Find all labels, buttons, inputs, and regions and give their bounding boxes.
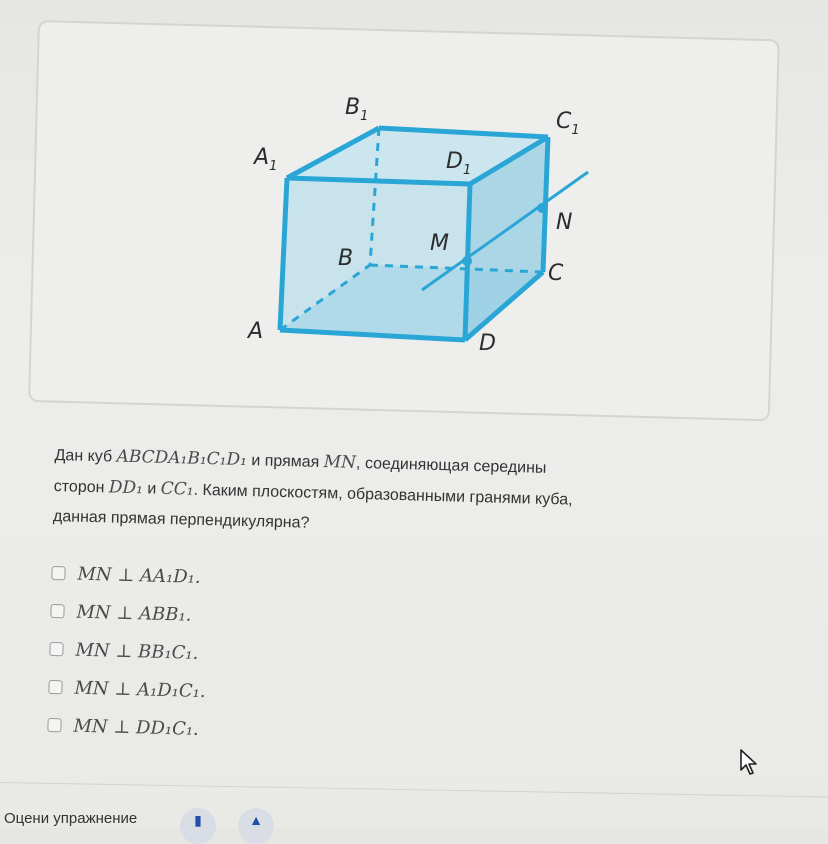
option-1-label: MN ⊥ AA₁D₁. (77, 563, 201, 588)
question-line-2: сторон DD₁ и CC₁. Каким плоскостям, образованными гранями куба, (53, 477, 573, 509)
label-n: N (556, 210, 573, 235)
cube-figure (0, 0, 828, 410)
option-3[interactable] (49, 630, 207, 672)
rate-button-1[interactable] (180, 808, 216, 844)
label-d1: $D_1$ (446, 149, 472, 178)
option-2-label: MN ⊥ ABB₁. (76, 601, 192, 626)
label-a1: $A_1$ (254, 145, 278, 174)
thumbs-down-icon: ▮ (194, 812, 202, 828)
option-1-checkbox[interactable] (51, 566, 65, 580)
option-2[interactable] (50, 592, 208, 634)
question-line-1: Дан куб ABCDA₁B₁C₁D₁ и прямая MN, соединяющая середины (54, 446, 547, 477)
option-5-checkbox[interactable] (47, 718, 61, 732)
question-text (53, 440, 755, 550)
label-a: A (248, 319, 264, 344)
footer-divider (0, 782, 828, 797)
option-1[interactable] (51, 554, 209, 596)
option-5[interactable] (47, 706, 205, 748)
rate-button-2[interactable] (238, 808, 274, 844)
label-b1: $B_1$ (345, 95, 369, 124)
label-c: C (548, 261, 564, 286)
thumbs-up-icon: ▲ (249, 812, 263, 828)
option-2-checkbox[interactable] (50, 604, 64, 618)
rate-exercise-label: Оцени упражнение (4, 810, 138, 827)
option-5-label: MN ⊥ DD₁C₁. (73, 715, 200, 740)
option-3-label: MN ⊥ BB₁C₁. (75, 639, 199, 664)
option-3-checkbox[interactable] (49, 642, 63, 656)
point-n (537, 203, 547, 213)
question-line-3: данная прямая перпендикулярна? (52, 507, 310, 532)
answer-options (47, 554, 209, 748)
point-m (462, 256, 472, 266)
label-b: B (338, 246, 354, 271)
option-4-checkbox[interactable] (48, 680, 62, 694)
label-d: D (479, 331, 496, 356)
label-m: M (430, 231, 449, 256)
mouse-pointer-icon (738, 748, 760, 776)
option-4[interactable] (48, 668, 206, 710)
label-c1: $C_1$ (556, 109, 580, 138)
option-4-label: MN ⊥ A₁D₁C₁. (74, 677, 206, 702)
